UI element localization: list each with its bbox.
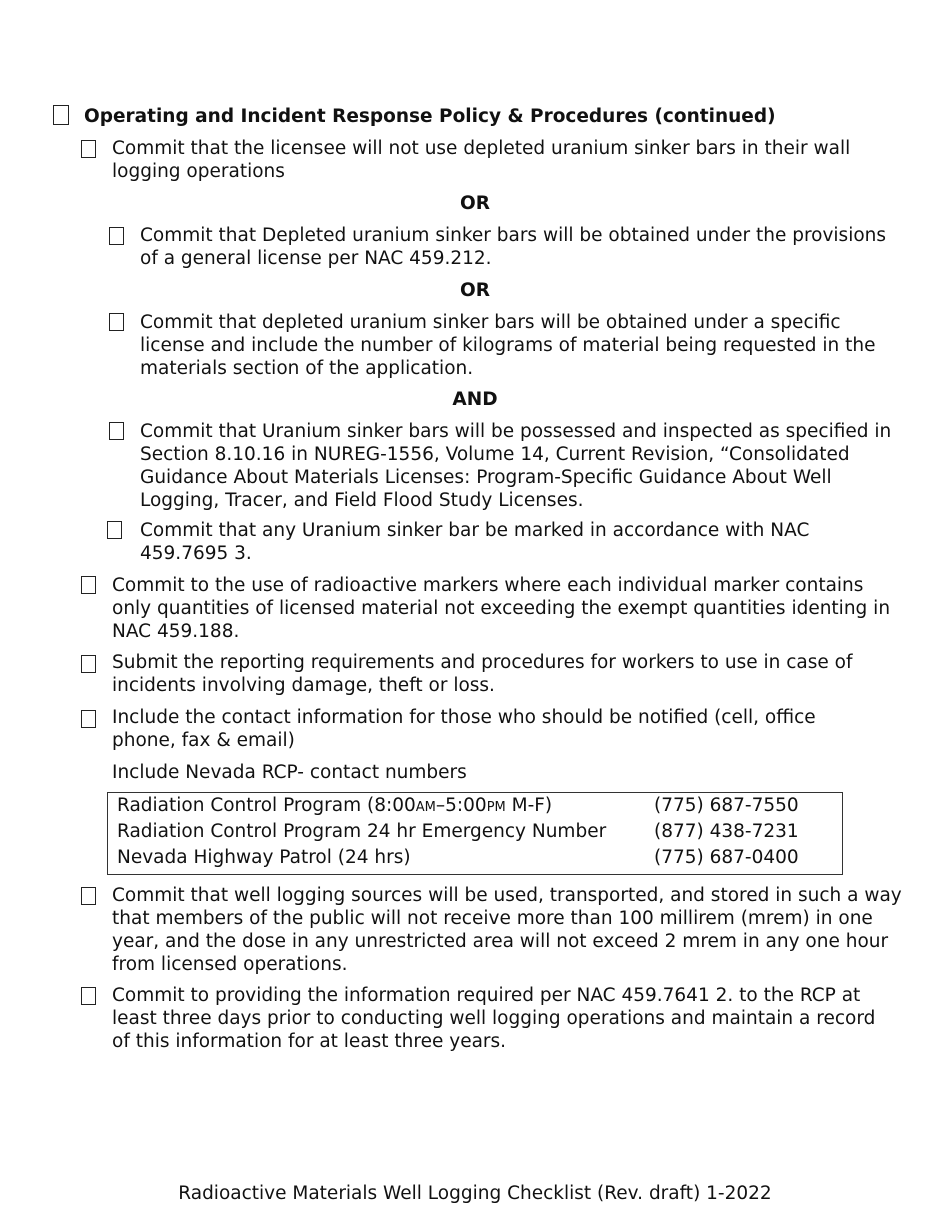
item-du-general-license: Commit that Depleted uranium sinker bars will be obtained under the provisions of a general license per NAC 459.212. bbox=[140, 225, 887, 269]
item-du-not-used: Commit that the licensee will not use depleted uranium sinker bars in their wall logging operations bbox=[112, 138, 851, 182]
connector-or-1: OR bbox=[460, 193, 490, 214]
item-reporting: Submit the reporting requirements and procedures for workers to use in case of incidents involving damage, theft or loss. bbox=[112, 652, 853, 696]
checkbox-du-general-license[interactable] bbox=[109, 227, 124, 245]
contact-name: Radiation Control Program 24 hr Emergency Number bbox=[117, 821, 607, 842]
checkbox-uranium-possessed[interactable] bbox=[109, 422, 124, 440]
item-uranium-marked: Commit that any Uranium sinker bar be marked in accordance with NAC 459.7695 3. bbox=[140, 520, 810, 564]
item-du-specific-license: Commit that depleted uranium sinker bars will be obtained under a specific license and include the number of kilograms of material being requested in the materials section of the application. bbox=[140, 312, 876, 379]
contact-phone: (877) 438-7231 bbox=[654, 821, 799, 842]
contact-name: Nevada Highway Patrol (24 hrs) bbox=[117, 847, 411, 868]
item-radioactive-markers: Commit to the use of radioactive markers where each individual marker contains only quantities of licensed material not exceeding the exempt quantities identing in NAC 459.188. bbox=[112, 575, 891, 642]
checkbox-contact-info[interactable] bbox=[81, 710, 96, 728]
contact-row bbox=[117, 845, 799, 871]
section-heading: Operating and Incident Response Policy & Procedures (continued) bbox=[84, 106, 776, 127]
contact-phone: (775) 687-7550 bbox=[654, 795, 799, 816]
checkbox-du-not-used[interactable] bbox=[81, 140, 96, 158]
contact-row bbox=[117, 793, 799, 819]
checkbox-du-specific-license[interactable] bbox=[109, 313, 124, 331]
item-uranium-possessed: Commit that Uranium sinker bars will be possessed and inspected as specified in Section 8.10.16 in NUREG-1556, Volume 14, Current Revision, “Consolidated Guidance About Materials Licenses: Program-Specific Guidance About Well Logging, Tracer, and Field Flood Study Licenses. bbox=[140, 421, 892, 511]
item-public-dose: Commit that well logging sources will be used, transported, and stored in such a way that members of the public will not receive more than 100 millirem (mrem) in one year, and the dose in any unrestricted area will not exceed 2 mrem in any one hour from licensed operations. bbox=[112, 885, 902, 975]
contact-phone: (775) 687-0400 bbox=[654, 847, 799, 868]
item-provide-info: Commit to providing the information required per NAC 459.7641 2. to the RCP at least three days prior to conducting well logging operations and maintain a record of this information for at least three years. bbox=[112, 985, 876, 1052]
rcp-contact-note: Include Nevada RCP- contact numbers bbox=[112, 762, 467, 783]
item-contact-info: Include the contact information for those who should be notified (cell, office phone, fax & email) bbox=[112, 707, 816, 751]
contact-name: Radiation Control Program (8:00AM–5:00PM M-F) bbox=[117, 795, 553, 816]
page-footer: Radioactive Materials Well Logging Checklist (Rev. draft) 1-2022 bbox=[178, 1183, 772, 1204]
checkbox-public-dose[interactable] bbox=[81, 887, 96, 905]
contact-table bbox=[107, 792, 843, 875]
section-checkbox[interactable] bbox=[53, 105, 69, 125]
connector-and: AND bbox=[452, 389, 498, 410]
checkbox-radioactive-markers[interactable] bbox=[81, 576, 96, 594]
connector-or-2: OR bbox=[460, 280, 490, 301]
contact-row bbox=[117, 819, 799, 845]
checkbox-uranium-marked[interactable] bbox=[107, 521, 122, 539]
checkbox-provide-info[interactable] bbox=[81, 987, 96, 1005]
checkbox-reporting[interactable] bbox=[81, 655, 96, 673]
